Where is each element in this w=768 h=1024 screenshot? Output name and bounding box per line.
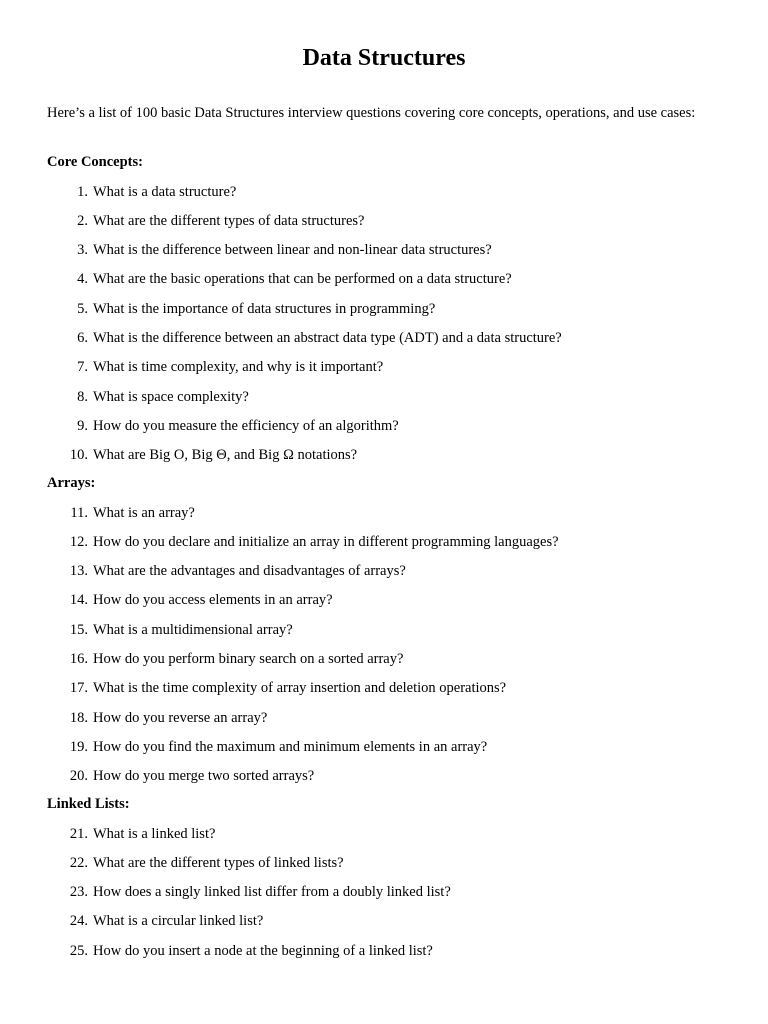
item-number: 21. [69,825,88,842]
item-question: What are the different types of data structures? [93,212,365,229]
item-number: 19. [69,738,88,755]
item-question: How do you find the maximum and minimum elements in an array? [93,738,488,755]
item-number: 2. [77,212,88,229]
section-heading: Arrays: [47,475,96,491]
item-question: What is the time complexity of array insertion and deletion operations? [93,680,507,697]
item-question: How do you declare and initialize an array in different programming languages? [93,533,559,550]
intro-paragraph: Here’s a list of 100 basic Data Structures interview questions covering core concepts, operations, and use cases: [47,105,696,121]
item-number: 9. [77,417,88,434]
item-question: How do you insert a node at the beginning of a linked list? [93,942,433,959]
item-number: 5. [77,300,88,317]
item-number: 7. [77,359,88,376]
item-question: What is an array? [93,504,195,521]
item-question: What are the basic operations that can be performed on a data structure? [93,271,512,288]
item-question: What is the difference between an abstract data type (ADT) and a data structure? [93,330,562,346]
item-question: How do you access elements in an array? [93,592,333,609]
item-question: How do you reverse an array? [93,709,268,726]
item-number: 13. [69,563,88,580]
item-question: What is a linked list? [93,825,216,842]
item-question: What is the difference between linear and non-linear data structures? [93,242,492,259]
item-question: How does a singly linked list differ from a doubly linked list? [93,884,451,901]
item-question: What is space complexity? [93,388,249,405]
item-question: What are Big O, Big Θ, and Big Ω notations? [93,447,358,464]
item-number: 11. [70,504,88,521]
section-heading: Linked Lists: [47,796,130,812]
item-question: What is a multidimensional array? [93,621,293,638]
item-number: 23. [69,884,88,901]
item-number: 20. [69,768,88,785]
item-number: 6. [77,330,88,346]
item-number: 16. [69,651,88,667]
item-number: 15. [69,621,88,638]
item-number: 10. [69,447,88,464]
item-question: What is the importance of data structures in programming? [93,300,436,317]
item-number: 17. [69,680,88,697]
item-number: 24. [69,913,88,930]
item-number: 12. [69,533,88,550]
item-number: 1. [77,183,88,200]
item-question: How do you measure the efficiency of an algorithm? [93,417,399,434]
page-title: Data Structures [302,45,466,71]
section-heading: Core Concepts: [47,154,143,170]
item-number: 25. [69,942,88,959]
item-number: 4. [77,271,88,288]
item-number: 3. [77,242,88,259]
item-number: 18. [69,709,88,726]
item-number: 8. [77,388,88,405]
item-question: What is time complexity, and why is it important? [93,359,384,376]
item-question: What are the different types of linked lists? [93,854,344,871]
item-question: How do you merge two sorted arrays? [93,768,315,785]
item-question: What is a circular linked list? [93,913,264,930]
item-question: What are the advantages and disadvantages of arrays? [93,563,406,580]
item-question: How do you perform binary search on a sorted array? [93,651,404,667]
item-number: 22. [69,854,88,871]
item-question: What is a data structure? [93,183,237,200]
item-number: 14. [69,592,88,609]
